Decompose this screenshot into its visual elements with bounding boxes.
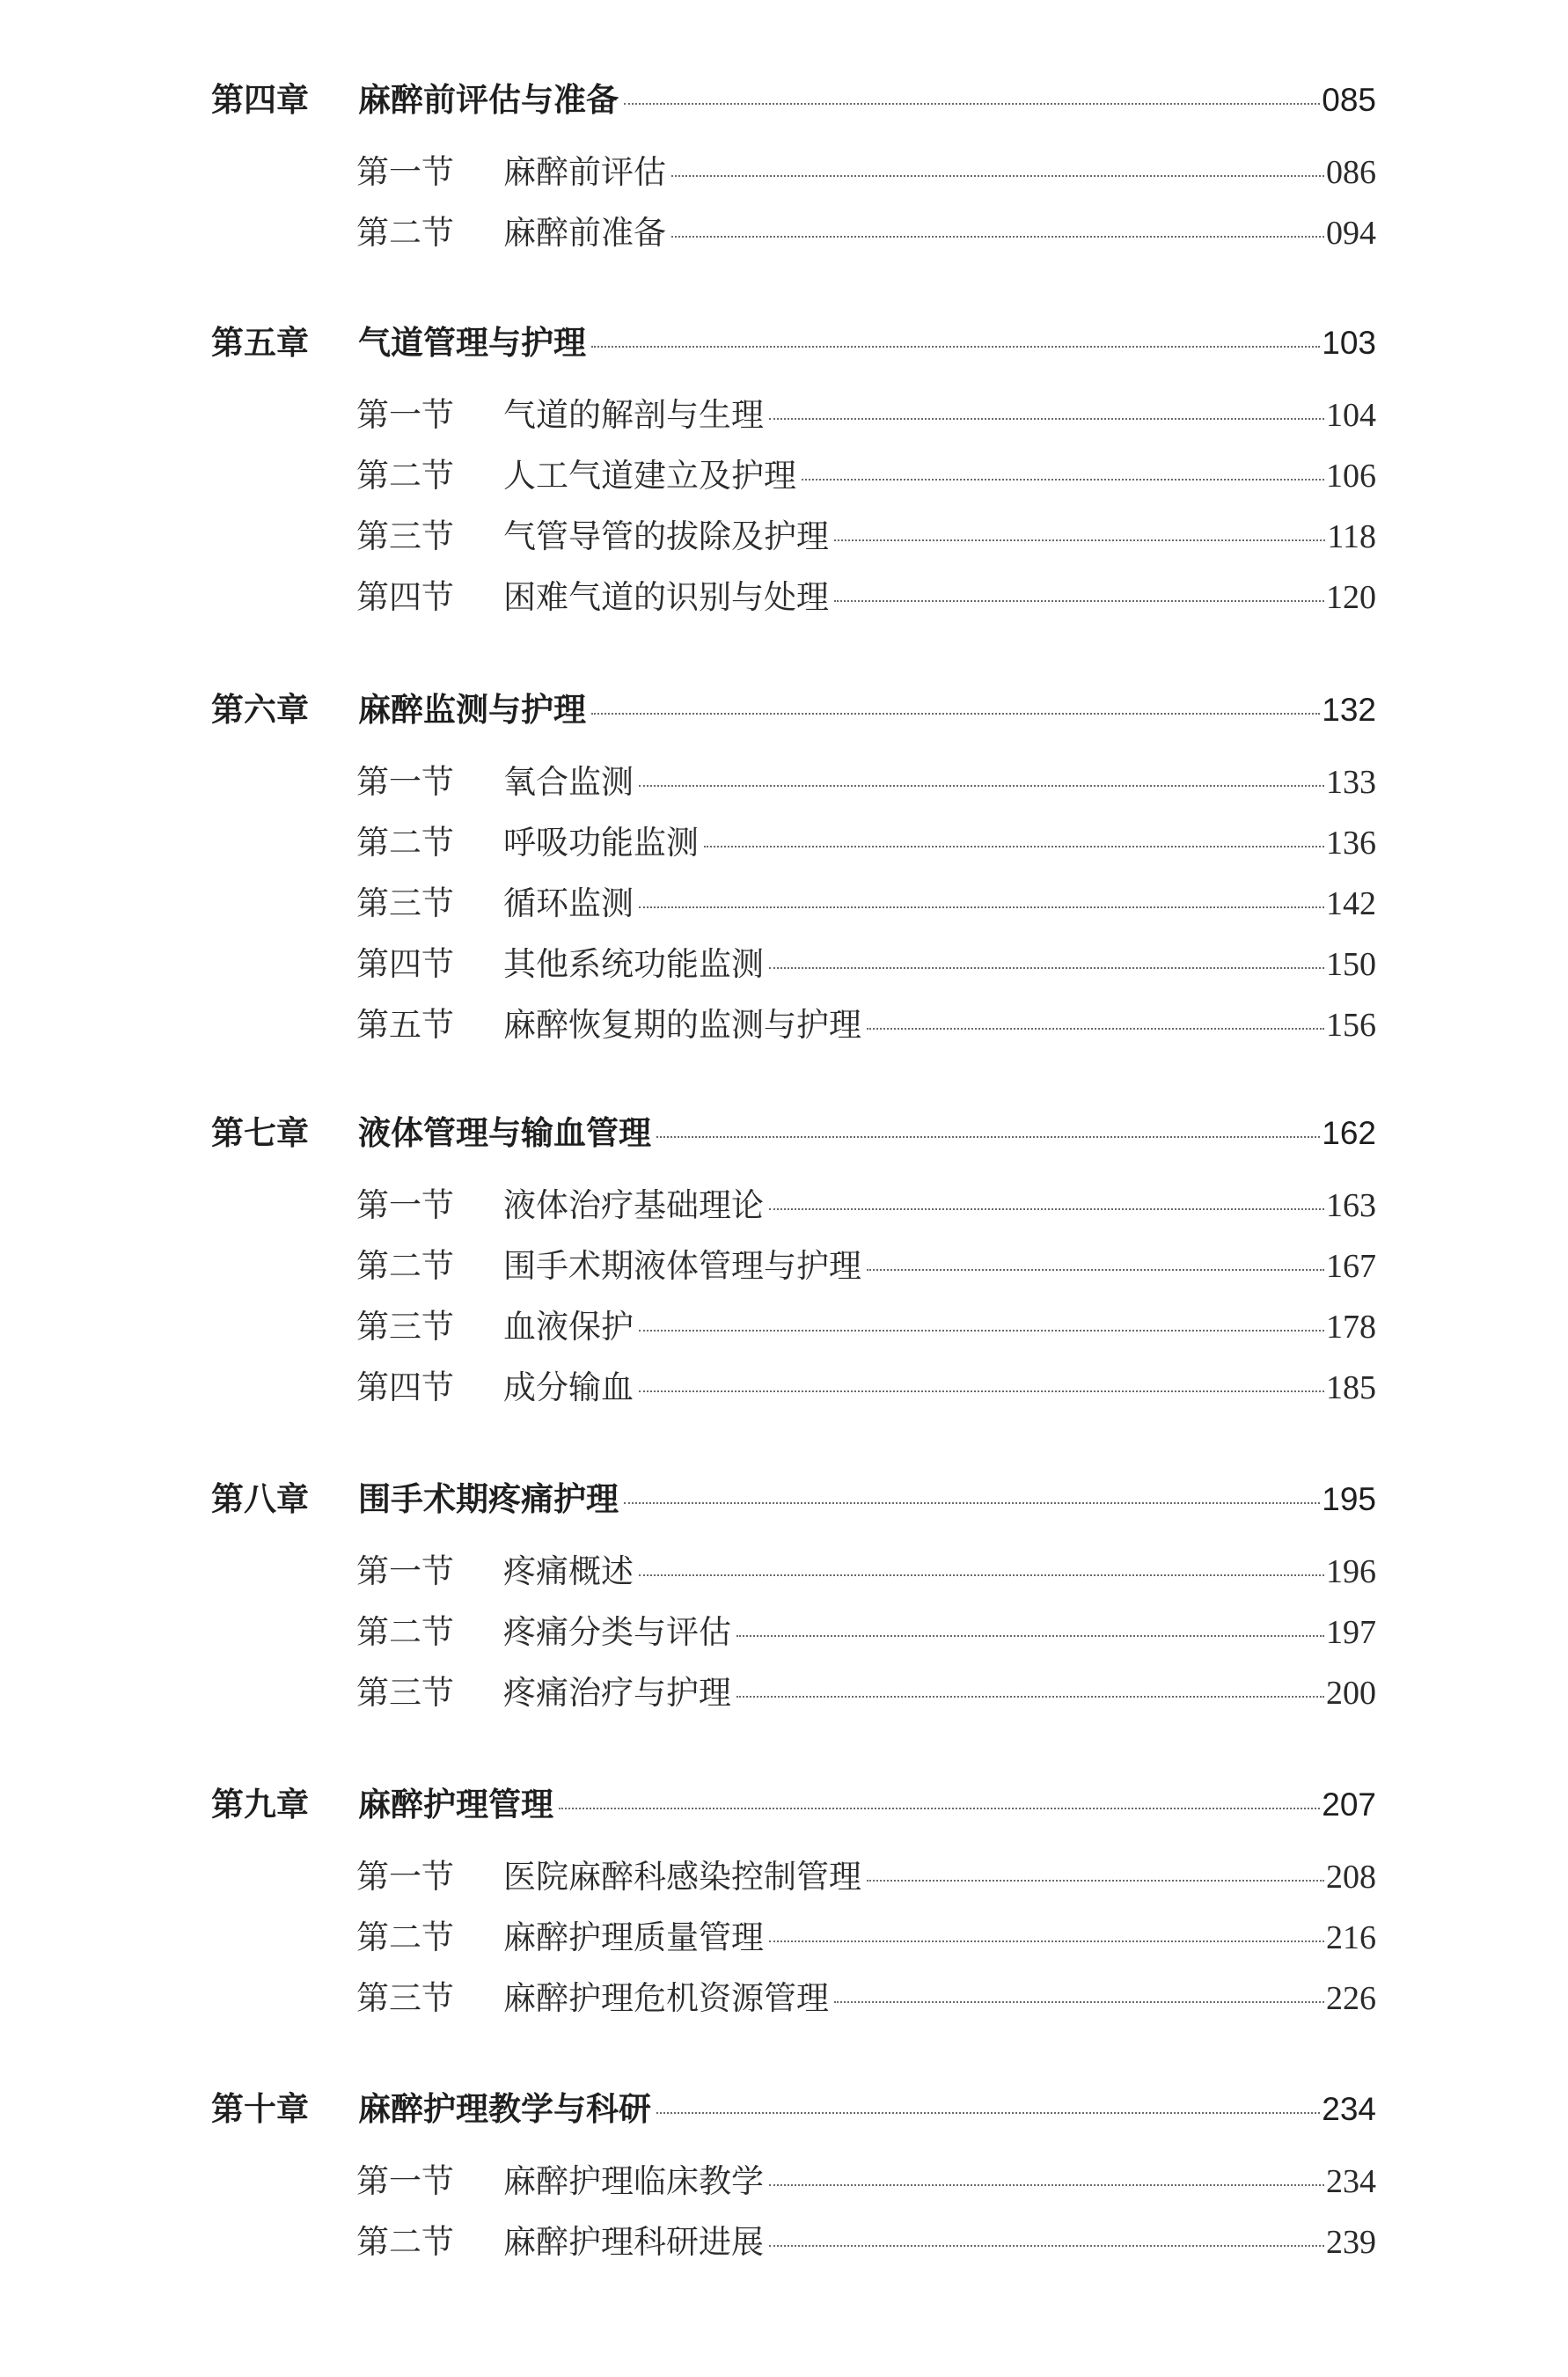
toc-chapter-entry[interactable] <box>211 316 1376 363</box>
dot-leader <box>769 1208 1324 1210</box>
section-title: 循环监测 <box>503 884 634 922</box>
dot-leader <box>639 906 1324 908</box>
dot-leader <box>624 103 1320 105</box>
dot-leader <box>656 2112 1320 2114</box>
chapter-page-number: 234 <box>1322 2091 1376 2127</box>
chapter-page-number: 103 <box>1322 325 1376 361</box>
chapter-number: 第九章 <box>211 1786 309 1823</box>
chapter-number: 第六章 <box>211 691 309 729</box>
dot-leader <box>769 2184 1324 2186</box>
toc-section-entry[interactable] <box>356 755 1376 803</box>
section-page-number: 226 <box>1326 1980 1376 2017</box>
section-title: 疼痛分类与评估 <box>503 1613 731 1651</box>
toc-section-entry[interactable] <box>356 388 1376 436</box>
dot-leader <box>639 1574 1324 1576</box>
section-title: 成分输血 <box>503 1368 634 1406</box>
chapter-page-number: 085 <box>1322 82 1376 118</box>
chapter-title: 围手术期疼痛护理 <box>358 1480 619 1518</box>
dot-leader <box>591 713 1320 715</box>
section-number: 第三节 <box>356 884 454 922</box>
dot-leader <box>867 1269 1324 1271</box>
section-page-number: 136 <box>1326 825 1376 862</box>
chapter-number: 第十章 <box>211 2090 309 2128</box>
chapter-number: 第五章 <box>211 324 309 362</box>
section-page-number: 094 <box>1326 215 1376 252</box>
toc-chapter-entry[interactable] <box>211 1472 1376 1520</box>
section-page-number: 120 <box>1326 579 1376 616</box>
section-page-number: 196 <box>1326 1553 1376 1590</box>
toc-section-entry[interactable] <box>356 449 1376 496</box>
section-title: 疼痛治疗与护理 <box>503 1674 731 1712</box>
section-number: 第三节 <box>356 1979 454 2017</box>
toc-section-entry[interactable] <box>356 937 1376 985</box>
section-number: 第三节 <box>356 1308 454 1346</box>
chapter-number: 第八章 <box>211 1480 309 1518</box>
toc-section-entry[interactable] <box>356 877 1376 924</box>
section-title: 围手术期液体管理与护理 <box>503 1247 861 1285</box>
dot-leader <box>639 785 1324 787</box>
section-title: 液体治疗基础理论 <box>503 1186 764 1224</box>
dot-leader <box>834 2001 1324 2003</box>
section-page-number: 167 <box>1326 1248 1376 1285</box>
section-page-number: 086 <box>1326 154 1376 191</box>
section-number: 第一节 <box>356 396 454 434</box>
chapter-title: 气道管理与护理 <box>358 324 586 362</box>
chapter-number: 第四章 <box>211 81 309 119</box>
dot-leader <box>639 1390 1324 1392</box>
chapter-title: 麻醉护理教学与科研 <box>358 2090 651 2128</box>
section-number: 第二节 <box>356 2223 454 2261</box>
dot-leader <box>867 1880 1324 1882</box>
section-page-number: 197 <box>1326 1614 1376 1651</box>
dot-leader <box>769 2245 1324 2247</box>
section-page-number: 104 <box>1326 397 1376 434</box>
chapter-title: 麻醉监测与护理 <box>358 691 586 729</box>
section-page-number: 142 <box>1326 885 1376 922</box>
toc-section-entry[interactable] <box>356 570 1376 618</box>
section-title: 其他系统功能监测 <box>503 945 764 983</box>
toc-section-entry[interactable] <box>356 1911 1376 1958</box>
dot-leader <box>559 1808 1320 1809</box>
section-number: 第三节 <box>356 517 454 555</box>
chapter-page-number: 132 <box>1322 692 1376 728</box>
section-number: 第二节 <box>356 1247 454 1285</box>
section-title: 疼痛概述 <box>503 1552 634 1590</box>
dot-leader <box>736 1696 1324 1698</box>
section-page-number: 150 <box>1326 946 1376 983</box>
dot-leader <box>736 1635 1324 1637</box>
section-number: 第一节 <box>356 1858 454 1896</box>
dot-leader <box>704 846 1324 847</box>
section-title: 麻醉护理质量管理 <box>503 1918 764 1956</box>
section-number: 第二节 <box>356 457 454 495</box>
section-page-number: 208 <box>1326 1859 1376 1896</box>
section-title: 麻醉护理科研进展 <box>503 2223 764 2261</box>
chapter-number: 第七章 <box>211 1114 309 1152</box>
toc-section-entry[interactable] <box>356 816 1376 863</box>
section-title: 麻醉护理临床教学 <box>503 2162 764 2200</box>
toc-section-entry[interactable] <box>356 206 1376 253</box>
toc-section-entry[interactable] <box>356 1239 1376 1287</box>
toc-chapter-entry[interactable] <box>211 1106 1376 1154</box>
chapter-title: 麻醉前评估与准备 <box>358 81 619 119</box>
section-page-number: 239 <box>1326 2224 1376 2261</box>
section-page-number: 178 <box>1326 1309 1376 1346</box>
section-title: 麻醉前准备 <box>503 214 666 252</box>
section-page-number: 118 <box>1327 518 1376 555</box>
section-number: 第二节 <box>356 1613 454 1651</box>
section-title: 医院麻醉科感染控制管理 <box>503 1858 861 1896</box>
dot-leader <box>671 236 1324 238</box>
section-title: 麻醉前评估 <box>503 153 666 191</box>
section-number: 第二节 <box>356 824 454 862</box>
toc-chapter-entry[interactable] <box>211 73 1376 121</box>
section-title: 麻醉护理危机资源管理 <box>503 1979 829 2017</box>
dot-leader <box>834 600 1324 602</box>
section-page-number: 216 <box>1326 1919 1376 1956</box>
toc-section-entry[interactable] <box>356 1544 1376 1592</box>
section-page-number: 156 <box>1326 1007 1376 1044</box>
toc-section-entry[interactable] <box>356 1178 1376 1226</box>
toc-section-entry[interactable] <box>356 1361 1376 1408</box>
section-title: 困难气道的识别与处理 <box>503 578 829 616</box>
section-number: 第四节 <box>356 578 454 616</box>
chapter-page-number: 207 <box>1322 1786 1376 1823</box>
toc-section-entry[interactable] <box>356 998 1376 1045</box>
section-number: 第一节 <box>356 763 454 801</box>
toc-section-entry[interactable] <box>356 1850 1376 1897</box>
dot-leader <box>656 1136 1320 1138</box>
dot-leader <box>769 1940 1324 1942</box>
dot-leader <box>802 479 1324 481</box>
section-number: 第五节 <box>356 1006 454 1044</box>
chapter-title: 液体管理与输血管理 <box>358 1114 651 1152</box>
toc-section-entry[interactable] <box>356 2215 1376 2263</box>
section-number: 第一节 <box>356 153 454 191</box>
toc-section-entry[interactable] <box>356 510 1376 557</box>
section-page-number: 234 <box>1326 2163 1376 2200</box>
section-number: 第二节 <box>356 1918 454 1956</box>
dot-leader <box>639 1330 1324 1332</box>
toc-section-entry[interactable] <box>356 1666 1376 1713</box>
section-page-number: 200 <box>1326 1675 1376 1712</box>
toc-section-entry[interactable] <box>356 145 1376 193</box>
section-number: 第一节 <box>356 1186 454 1224</box>
section-title: 人工气道建立及护理 <box>503 457 796 495</box>
section-title: 气管导管的拔除及护理 <box>503 517 829 555</box>
section-number: 第四节 <box>356 945 454 983</box>
section-number: 第一节 <box>356 2162 454 2200</box>
chapter-title: 麻醉护理管理 <box>358 1786 553 1823</box>
dot-leader <box>834 539 1325 541</box>
toc-chapter-entry[interactable] <box>211 683 1376 730</box>
section-title: 麻醉恢复期的监测与护理 <box>503 1006 861 1044</box>
section-page-number: 163 <box>1326 1187 1376 1224</box>
toc-section-entry[interactable] <box>356 1971 1376 2019</box>
dot-leader <box>624 1502 1320 1504</box>
toc-section-entry[interactable] <box>356 1605 1376 1653</box>
toc-section-entry[interactable] <box>356 2154 1376 2202</box>
section-number: 第二节 <box>356 214 454 252</box>
dot-leader <box>867 1028 1324 1030</box>
section-number: 第三节 <box>356 1674 454 1712</box>
chapter-page-number: 195 <box>1322 1481 1376 1517</box>
section-page-number: 133 <box>1326 764 1376 801</box>
chapter-page-number: 162 <box>1322 1115 1376 1151</box>
section-number: 第四节 <box>356 1368 454 1406</box>
section-title: 氧合监测 <box>503 763 634 801</box>
dot-leader <box>591 346 1320 348</box>
section-title: 呼吸功能监测 <box>503 824 699 862</box>
section-title: 血液保护 <box>503 1308 634 1346</box>
toc-chapter-entry[interactable] <box>211 2082 1376 2130</box>
section-title: 气道的解剖与生理 <box>503 396 764 434</box>
section-number: 第一节 <box>356 1552 454 1590</box>
toc-chapter-entry[interactable] <box>211 1778 1376 1825</box>
section-page-number: 106 <box>1326 458 1376 495</box>
dot-leader <box>671 175 1324 177</box>
section-page-number: 185 <box>1326 1369 1376 1406</box>
dot-leader <box>769 418 1324 420</box>
toc-section-entry[interactable] <box>356 1300 1376 1347</box>
dot-leader <box>769 967 1324 969</box>
